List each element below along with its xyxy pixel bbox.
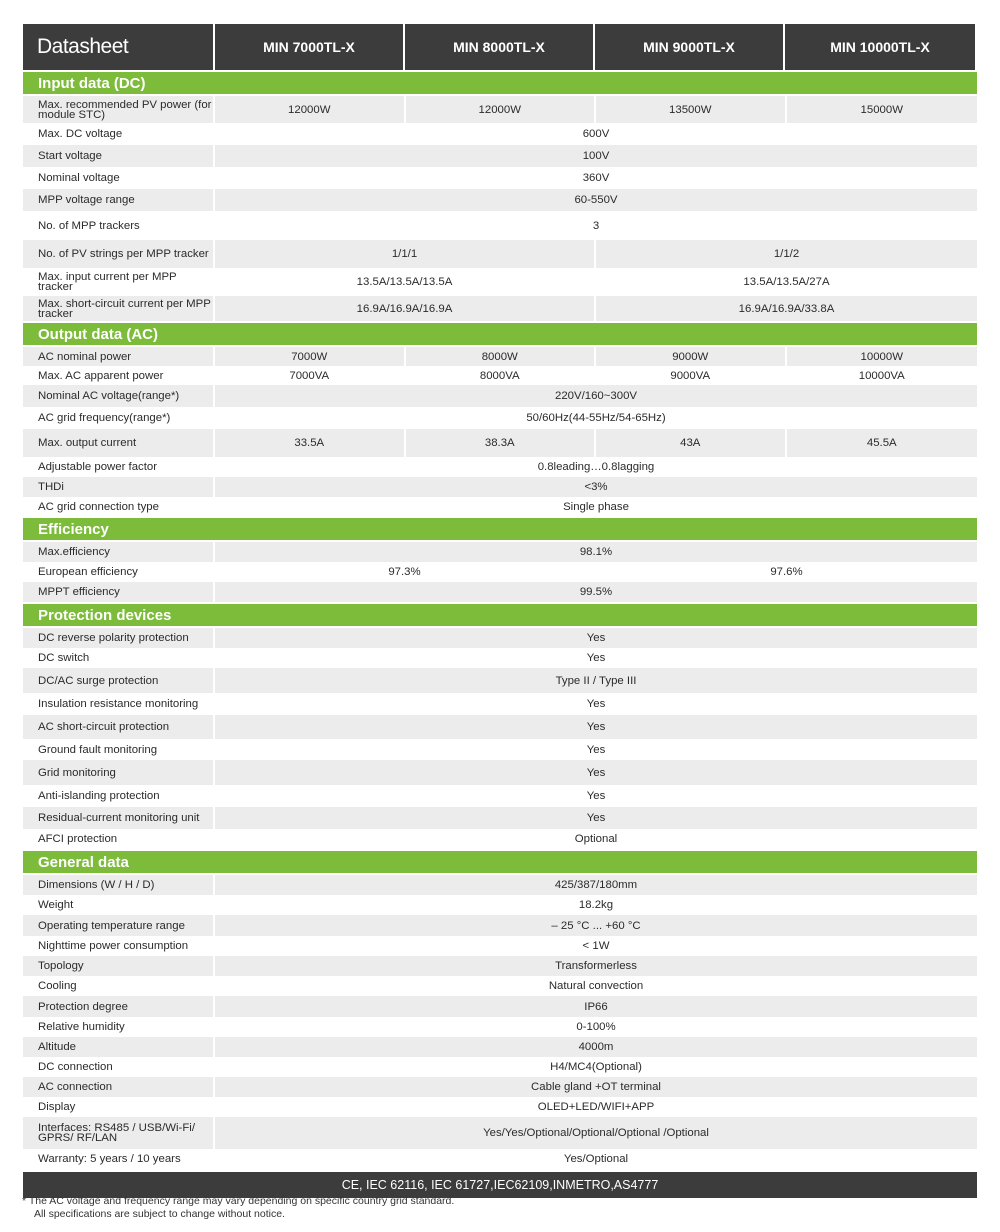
- table-row: [23, 668, 977, 693]
- row-value: 10000W: [860, 350, 903, 363]
- row-value: Yes: [586, 721, 606, 733]
- row-value: Cable gland +OT terminal: [531, 1081, 661, 1093]
- row-value: 15000W: [860, 103, 903, 116]
- row-value: 600V: [582, 128, 610, 140]
- row-value: – 25 °C ... +60 °C: [551, 919, 641, 932]
- row-label: European efficiency: [23, 562, 215, 582]
- table-row: [23, 785, 977, 807]
- row-value: 13.5A/13.5A/27A: [743, 276, 830, 288]
- table-row: [23, 189, 977, 211]
- row-label: AC connection: [23, 1077, 215, 1097]
- row-value: 12000W: [406, 96, 597, 123]
- row-label: Altitude: [23, 1037, 215, 1057]
- row-label: No. of PV strings per MPP tracker: [23, 240, 215, 268]
- row-label: Nighttime power consumption: [23, 936, 215, 956]
- header-row: [23, 24, 977, 70]
- row-label: AC nominal power: [23, 347, 215, 366]
- row-value: 1/1/2: [773, 248, 800, 260]
- table-row: [23, 457, 977, 477]
- row-label: DC connection: [23, 1057, 215, 1077]
- row-value: Natural convection: [548, 980, 644, 992]
- row-value: 360V: [582, 172, 610, 184]
- row-label: AC grid connection type: [23, 497, 215, 516]
- row-value: Yes/Yes/Optional/Optional/Optional /Optional: [483, 1127, 709, 1139]
- table-row: [23, 1097, 977, 1117]
- row-label: Max. recommended PV power (for module STC): [23, 96, 215, 123]
- row-label: Max. DC voltage: [23, 123, 215, 145]
- table-row: [23, 211, 977, 240]
- row-value: 220V/160~300V: [554, 390, 638, 402]
- row-value: 60-550V: [574, 194, 618, 206]
- row-label: Interfaces: RS485 / USB/Wi-Fi/ GPRS/ RF/LAN: [23, 1117, 215, 1149]
- row-value: 10000VA: [858, 369, 905, 382]
- row-value: 100V: [582, 150, 610, 162]
- model-header-4: MIN 10000TL-X: [785, 24, 975, 70]
- certifications-bar: CE, IEC 62116, IEC 61727,IEC62109,INMETRO,AS4777: [23, 1172, 977, 1198]
- table-row: [23, 936, 977, 956]
- section-header: Output data (AC): [23, 323, 977, 345]
- section-header: Efficiency: [23, 518, 977, 540]
- model-header-2: MIN 8000TL-X: [405, 24, 595, 70]
- datasheet-table: [23, 24, 977, 1198]
- table-row: [23, 1077, 977, 1097]
- model-header-3: MIN 9000TL-X: [595, 24, 785, 70]
- row-label: Ground fault monitoring: [23, 739, 215, 760]
- footnotes: [22, 1195, 454, 1221]
- row-label: Residual-current monitoring unit: [23, 807, 215, 829]
- table-row: [23, 145, 977, 167]
- row-label: Anti-islanding protection: [23, 785, 215, 807]
- row-value: Yes: [586, 790, 606, 802]
- row-value: H4/MC4(Optional): [550, 1061, 642, 1073]
- table-row: [23, 366, 977, 385]
- row-value: 9000VA: [596, 366, 787, 385]
- row-label: Max. short-circuit current per MPP tracker: [23, 296, 215, 321]
- table-row: [23, 1057, 977, 1077]
- table-row: [23, 915, 977, 936]
- row-value: 98.1%: [579, 546, 613, 558]
- table-row: [23, 497, 977, 516]
- row-label: Warranty: 5 years / 10 years: [23, 1149, 215, 1169]
- row-value: Type II / Type III: [555, 674, 637, 687]
- model-header-1: MIN 7000TL-X: [215, 24, 405, 70]
- row-value: 7000W: [215, 347, 406, 366]
- row-value: 8000VA: [406, 366, 597, 385]
- row-value: 18.2kg: [578, 899, 614, 911]
- table-row: [23, 807, 977, 829]
- table-row: [23, 739, 977, 760]
- row-value: 16.9A/16.9A/16.9A: [215, 296, 596, 321]
- table-row: [23, 648, 977, 668]
- row-label: Start voltage: [23, 145, 215, 167]
- row-value: 50/60Hz(44-55Hz/54-65Hz): [526, 412, 666, 424]
- section-header: General data: [23, 851, 977, 873]
- row-value: 9000W: [596, 347, 787, 366]
- row-value: Yes: [586, 698, 606, 710]
- row-value: IP66: [584, 1000, 608, 1013]
- row-label: Insulation resistance monitoring: [23, 693, 215, 715]
- row-value: <3%: [584, 481, 608, 493]
- section-header: Protection devices: [23, 604, 977, 626]
- row-value: Optional: [574, 833, 618, 845]
- table-row: [23, 582, 977, 602]
- row-value: 425/387/180mm: [554, 879, 638, 891]
- row-label: AFCI protection: [23, 829, 215, 849]
- row-value: Transformerless: [555, 960, 637, 972]
- row-value: 43A: [596, 429, 787, 457]
- row-value: 7000VA: [215, 366, 406, 385]
- row-label: Max. AC apparent power: [23, 366, 215, 385]
- table-row: [23, 429, 977, 457]
- row-label: MPP voltage range: [23, 189, 215, 211]
- row-label: AC grid frequency(range*): [23, 407, 215, 429]
- row-value: 33.5A: [215, 429, 406, 457]
- datasheet-title: Datasheet: [23, 24, 215, 70]
- row-value: 97.3%: [215, 562, 596, 582]
- row-label: Adjustable power factor: [23, 457, 215, 477]
- table-row: [23, 385, 977, 407]
- table-row: [23, 347, 977, 366]
- row-label: Protection degree: [23, 996, 215, 1017]
- row-label: Display: [23, 1097, 215, 1117]
- table-row: [23, 123, 977, 145]
- row-label: MPPT efficiency: [23, 582, 215, 602]
- row-label: Max. input current per MPP tracker: [23, 268, 215, 296]
- row-value: Yes: [586, 652, 606, 664]
- table-row: [23, 628, 977, 648]
- row-label: Nominal AC voltage(range*): [23, 385, 215, 407]
- row-value: 38.3A: [406, 429, 597, 457]
- table-row: [23, 956, 977, 976]
- table-row: [23, 875, 977, 895]
- row-label: THDi: [23, 477, 215, 497]
- table-row: [23, 829, 977, 849]
- row-label: DC/AC surge protection: [23, 668, 215, 693]
- row-label: DC reverse polarity protection: [23, 628, 215, 648]
- table-row: [23, 407, 977, 429]
- table-row: [23, 715, 977, 739]
- row-value: 0-100%: [576, 1021, 616, 1033]
- table-row: [23, 1037, 977, 1057]
- table-row: [23, 760, 977, 785]
- row-value: 1/1/1: [215, 240, 596, 268]
- row-value: Yes: [586, 766, 606, 779]
- row-value: Yes: [586, 812, 606, 824]
- row-value: 0.8leading…0.8lagging: [537, 461, 655, 473]
- row-label: Cooling: [23, 976, 215, 996]
- table-row: [23, 693, 977, 715]
- row-value: Yes: [586, 743, 606, 756]
- row-label: Dimensions (W / H / D): [23, 875, 215, 895]
- row-value: Single phase: [563, 500, 629, 513]
- table-row: [23, 167, 977, 189]
- row-label: DC switch: [23, 648, 215, 668]
- table-body: [23, 72, 977, 1169]
- table-row: [23, 542, 977, 562]
- row-label: Relative humidity: [23, 1017, 215, 1037]
- row-label: AC short-circuit protection: [23, 715, 215, 739]
- footnote-disclaimer: All specifications are subject to change without notice.: [34, 1208, 285, 1220]
- row-label: Weight: [23, 895, 215, 915]
- row-value: 16.9A/16.9A/33.8A: [738, 302, 835, 315]
- row-label: No. of MPP trackers: [23, 211, 215, 240]
- row-label: Grid monitoring: [23, 760, 215, 785]
- row-value: 13500W: [596, 96, 787, 123]
- row-value: 3: [592, 219, 600, 232]
- table-row: [23, 562, 977, 582]
- table-row: [23, 996, 977, 1017]
- table-row: [23, 240, 977, 268]
- row-value: 12000W: [215, 96, 406, 123]
- row-label: Nominal voltage: [23, 167, 215, 189]
- footnote-voltage: * The AC voltage and frequency range may vary depending on specific country grid standard.: [22, 1195, 455, 1207]
- row-value: OLED+LED/WIFI+APP: [537, 1101, 655, 1113]
- table-row: [23, 296, 977, 321]
- row-value: Yes: [586, 632, 606, 644]
- section-header: Input data (DC): [23, 72, 977, 94]
- table-row: [23, 895, 977, 915]
- row-value: 4000m: [578, 1041, 614, 1053]
- table-row: [23, 96, 977, 123]
- table-row: [23, 1017, 977, 1037]
- row-value: 97.6%: [770, 566, 803, 578]
- row-value: 8000W: [406, 347, 597, 366]
- row-value: Yes/Optional: [563, 1153, 629, 1165]
- row-label: Topology: [23, 956, 215, 976]
- table-row: [23, 976, 977, 996]
- table-row: [23, 1117, 977, 1149]
- table-row: [23, 1149, 977, 1169]
- table-row: [23, 268, 977, 296]
- row-label: Max.efficiency: [23, 542, 215, 562]
- row-label: Operating temperature range: [23, 915, 215, 936]
- row-label: Max. output current: [23, 429, 215, 457]
- table-row: [23, 477, 977, 497]
- row-value: 99.5%: [579, 586, 613, 598]
- row-value: 45.5A: [866, 437, 897, 449]
- row-value: < 1W: [582, 940, 610, 952]
- row-value: 13.5A/13.5A/13.5A: [215, 268, 596, 296]
